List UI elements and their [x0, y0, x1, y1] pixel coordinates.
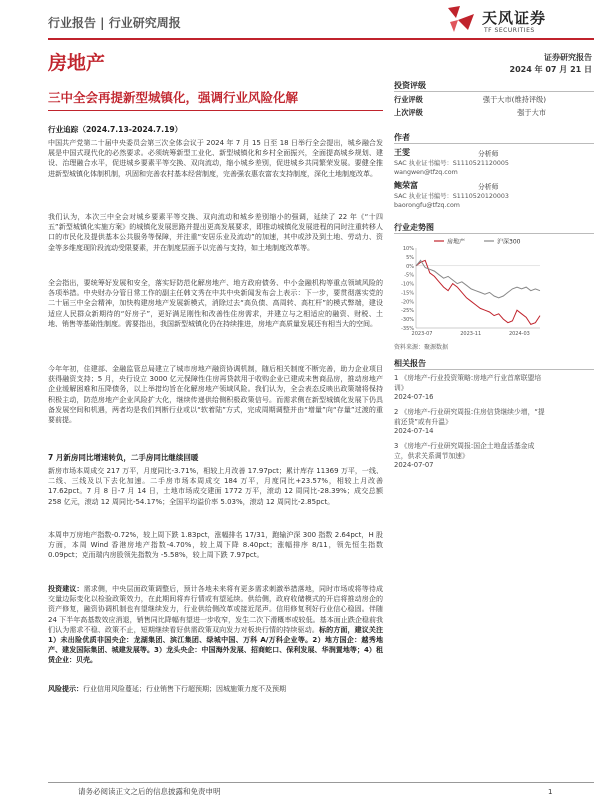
y-tick-label: -35% — [401, 326, 414, 332]
y-tick-label: -10% — [401, 281, 414, 288]
legend-label: 房地产 — [447, 238, 466, 246]
author-email: wangwen@tfzq.com — [394, 169, 458, 176]
risk-lead: 风险提示： — [48, 685, 83, 693]
related-report-date: 2024-07-14 — [394, 427, 434, 436]
rating-key: 上次评级 — [394, 108, 423, 117]
rating-title: 投资评级 — [394, 81, 426, 90]
footer-disclaimer: 请务必阅读正文之后的信息披露和免责申明 — [78, 787, 221, 796]
x-tick-label: 2023-11 — [460, 331, 482, 337]
rating-key: 行业评级 — [394, 95, 423, 104]
body-paragraph-1: 中国共产党第二十届中央委员会第三次全体会议于 2024 年 7 月 15 日至 18 日举行全会提出，城乡融合发展是中国式现代化的必然要求。必须统筹新型工业化、新型城镇化和乡村全面振兴，全面提高城乡规划、建设、治理融合水平，促进城乡要素平等交换、双向流动，缩小城乡差别，促进城乡共同繁荣发展。要健全推进新型城镇化体制机制，巩固和完善农村基本经营制度，完善强农惠农富农支持制度，深化土地制度改革。 — [48, 139, 383, 178]
report-type: 证券研究报告 — [544, 53, 592, 62]
sector-title: 房地产 — [48, 52, 106, 74]
investment-advice-lead: 投资建议： — [48, 585, 84, 593]
logo-text-en: TF SECURITIES — [484, 27, 535, 34]
x-tick-label: 2023-07 — [411, 331, 433, 337]
report-headline: 三中全会再提新型城镇化，强调行业风险化解 — [48, 90, 299, 105]
related-report-title[interactable]: 1 《房地产-行业投资策略:房地产行业首席联盟培训》 — [394, 374, 542, 392]
related-divider — [394, 369, 594, 370]
y-tick-label: -30% — [401, 317, 414, 324]
risk-text: 行业信用风险蔓延；行业销售下行超预期；因城施策力度不及预期 — [83, 685, 286, 693]
y-tick-label: -20% — [401, 299, 414, 306]
chart-divider — [394, 233, 594, 234]
related-report-date: 2024-07-16 — [394, 393, 434, 402]
rating-value: 强于大市 — [517, 108, 546, 117]
related-report-title[interactable]: 3 《房地产-行业研究周报:国企土地盘活基金成立，供求关系调节加速》 — [394, 442, 535, 460]
author-role: 分析师 — [478, 150, 499, 158]
chart-source: 资料来源：聚源数据 — [394, 344, 449, 351]
investment-advice-text: 需求侧，中央层面政策调整后，预计各地未来将有更多需求刺激举措落地，同时市场或将等待成交量边际变化以检验政策效力，在此期间将弃行情或有望延续。供给侧，政府收储模式的开启将推动房企的资产修复，融资协调机制也有望继续发力，行业供给侧改革或接近尾声。信用修复利好行业信心稳固。伴随 24 下半年高基数效应消退，销售同比降幅有望进一步收窄，发生二次下滑概率或较低。基本面止跌企稳前我们认为需求不稳、政策不止，短期继续看好供需政策双向发力对板块行情的持续驱动。 — [48, 585, 384, 634]
author-title: 作者 — [394, 133, 410, 142]
related-title: 相关报告 — [394, 359, 426, 368]
logo-text-cn: 天风证券 — [482, 9, 547, 27]
headline-divider — [48, 110, 383, 111]
investment-targets: 标的方面，建议关注 1）未出险优质非国央企：龙湖集团、滨江集团、绿城中国、万科 A/万科企业等。2）地方国企：越秀地产、建发国际集团、城建发展等。3）龙头央企：中国海外发展、招商蛇口、保利发展、华润置地等；4）租赁企业：贝壳。 — [48, 625, 384, 665]
rating-row-current — [394, 95, 594, 107]
related-report-date: 2024-07-07 — [394, 461, 434, 470]
report-date: 2024 年 07 月 21 日 — [509, 65, 592, 74]
body-paragraph-2: 我们认为，本次三中全会对城乡要素平等交换、双向流动和城乡差别缩小的强调，延续了 22 年《“十四五”新型城镇化实施方案》的城镇化发展思路并提出更高发展要求，即推动城镇化发展进程的同时注重转移人口的市民化及提供基本公共服务等保障，并注重“安居乐业及流动”的加速，其中或涉及到土地、劳动力、资金等多维度现阶段流动受限要素，并在制度层面予以完善与支持，如土地制度改革等。 — [48, 213, 383, 252]
legend-label: 沪深300 — [497, 238, 521, 246]
related-report-title[interactable]: 2 《房地产-行业研究周报:住房信贷继续少增，“提前还贷”或有升温》 — [394, 408, 545, 426]
y-tick-label: 0% — [406, 263, 414, 270]
author-name: 鲍荣富 — [394, 181, 418, 190]
footer-divider — [48, 782, 594, 783]
risk-warning — [48, 684, 383, 694]
related-report-1[interactable] — [394, 374, 546, 403]
section-subtitle: 7 月新房同比增速转负，二手房同比继续回暖 — [48, 453, 199, 462]
y-tick-label: 5% — [406, 254, 414, 261]
body-paragraph-3: 全会指出，要统筹好发展和安全，落实好防范化解房地产、地方政府债务、中小金融机构等重点领域风险的各项举措。中央财办分管日常工作的副主任韩文秀在中共中央新闻发布会上表示：下一步，要贯彻落实党的二十届三中全会精神，加快构建房地产发展新模式，消除过去“高负债、高周转、高杠杆”的模式弊端，建设适应人民群众新期待的“好房子”，更好满足刚性和改善性住房需求，并建立与之相适应的融资、财税、土地、销售等基础性制度。需要指出，我国新型城镇化仍在持续推进，房地产高质量发展还有相当大的空间。 — [48, 279, 383, 328]
investment-advice — [48, 584, 383, 666]
tf-logo-icon — [444, 4, 478, 34]
y-tick-label: -25% — [401, 308, 414, 315]
body-paragraph-6: 本周申万房地产指数-0.72%，较上周下跌 1.83pct，涨幅排名 17/31，跑输沪深 300 指数 2.64pct，H 股方面，本周 Wind 香港房地产指数-4.70%，较上周下降 8.40pct；涨幅排序 8/11，领先恒生指数 0.09pct；克而瑞内房股领先指数为 -5.58%，较上周下跌 7.97pct。 — [48, 531, 383, 560]
author-role: 分析师 — [478, 183, 499, 191]
brand-logo — [444, 4, 594, 40]
rating-divider — [394, 91, 594, 92]
body-paragraph-5: 新房市场本周成交 217 万平，月度同比-3.71%，相较上月改善 17.97pct；累计库存 11369 万平，一线、二线、三线及以下去化加速。二手房市场本周成交 184 万平，月度同比+23.57%，相较上月改善 17.62pct。7 月 8 日-7 月 14 日，土地市场成交建面 1772 万平，滚动 12 周同比-28.39%；成交总额 258 亿元，滚动 12 周同比-54.17%；全国平均溢价率 5.03%，滚动 12 周同比-2.85pct。 — [48, 467, 383, 506]
industry-trend-chart — [394, 236, 544, 338]
x-tick-label: 2024-03 — [508, 331, 530, 337]
header-divider — [48, 38, 594, 40]
related-report-3[interactable] — [394, 442, 546, 471]
page-number: 1 — [548, 788, 553, 796]
rating-value: 强于大市(维持评级) — [482, 95, 546, 104]
author-sac: SAC 执业证书编号：S1110521120005 — [394, 160, 509, 167]
body-paragraph-4: 今年年初，住建部、金融监管总局建立了城市房地产融资协调机制，随后相关制度不断完善，助力企业项目获得融资支持；5 月，央行设立 3000 亿元保障性住房再贷款用于收购企业已建成未售商品房，推动房地产企业缓解困难和压降债务，以上举措均旨在化解房地产领域风险。我们认为，全会表态反映出政策端将保持积极主动，防范房地产企业风险扩大化，继续传递供给侧积极政策信号。而需求侧在新型城镇化发展下仍具备发展空间和机遇，两者均是我们判断行业或以“软着陆”方式，完成周期调整并由“增量”向“存量”过渡的重要前提。 — [48, 365, 383, 425]
y-tick-label: 10% — [402, 246, 414, 252]
rating-row-previous — [394, 108, 594, 120]
report-category: 行业报告 | 行业研究周报 — [48, 16, 181, 30]
author-sac: SAC 执业证书编号：S1110520120003 — [394, 193, 509, 200]
y-tick-label: -5% — [404, 272, 414, 279]
related-report-2[interactable] — [394, 408, 546, 437]
author-name: 王雯 — [394, 148, 410, 157]
author-divider — [394, 143, 594, 144]
series-line-real-estate — [416, 260, 540, 324]
author-email: baorongfu@tfzq.com — [394, 202, 460, 209]
tracking-period: 行业追踪（2024.7.13-2024.7.19） — [48, 125, 183, 134]
y-tick-label: -15% — [401, 290, 414, 297]
chart-title: 行业走势图 — [394, 223, 434, 232]
